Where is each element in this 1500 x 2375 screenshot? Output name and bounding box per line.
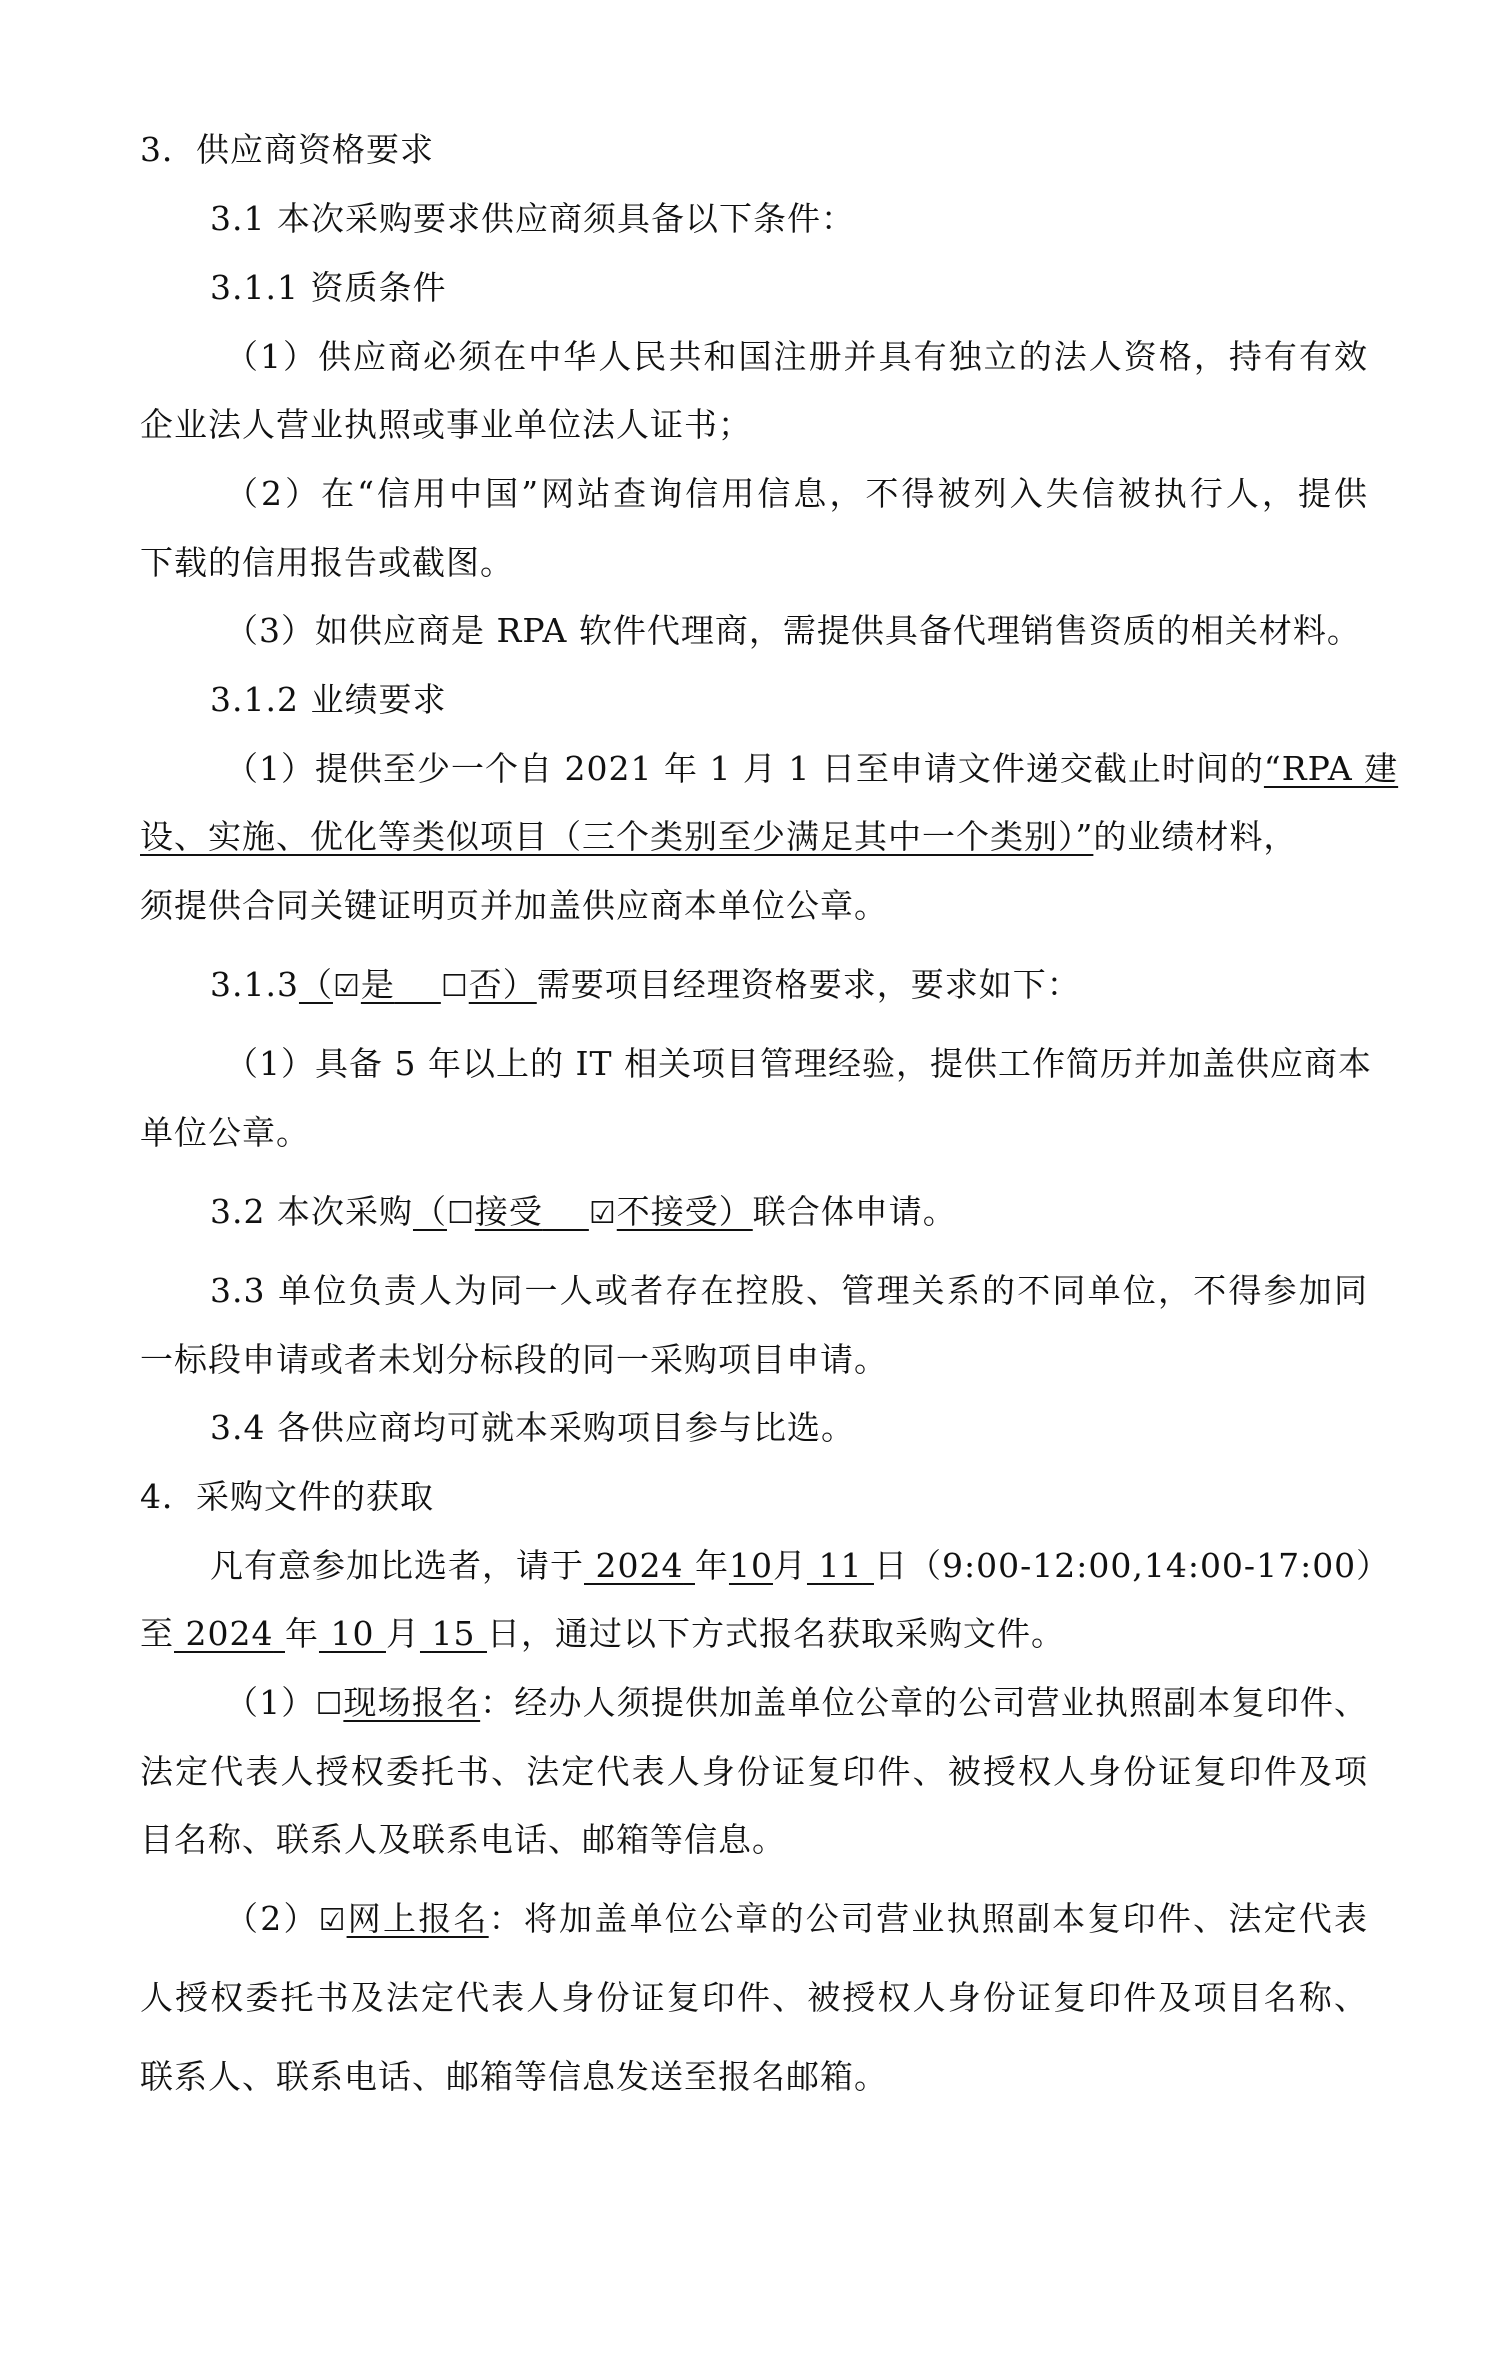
performance-item-1-underlined-end: 设、实施、优化等类似项目（三个类别至少满足其中一个类别）”	[140, 817, 1094, 856]
checkbox-unchecked-icon[interactable]: ☐	[315, 1687, 344, 1722]
pm-requirement-options	[299, 965, 537, 1004]
start-month: 10	[728, 1546, 773, 1585]
month-label: 月	[772, 1546, 807, 1585]
checkbox-unchecked-icon[interactable]: ☐	[446, 1196, 475, 1231]
onsite-registration-line-1	[225, 1681, 1368, 1727]
qualification-item-1-line-1: （1）供应商必须在中华人民共和国注册并具有独立的法人资格，持有有效	[225, 337, 1368, 376]
start-day-value: 11	[818, 1546, 863, 1585]
online-option	[319, 1899, 489, 1938]
qualification-item-3: （3）如供应商是 RPA 软件代理商，需提供具备代理销售资质的相关材料。	[225, 611, 1361, 650]
onsite-label: 现场报名	[343, 1683, 481, 1722]
section-3-1-1-heading: 3.1.1 资质条件	[210, 268, 447, 307]
intro-text: 凡有意参加比选者，请于	[210, 1546, 584, 1585]
onsite-option	[315, 1683, 480, 1722]
performance-item-1-suffix: 的业绩材料，	[1093, 817, 1298, 856]
section-3-3-line-1: 3.3 单位负责人为同一人或者存在控股、管理关系的不同单位，不得参加同	[210, 1271, 1368, 1310]
section-3-4: 3.4 各供应商均可就本采购项目参与比选。	[210, 1408, 855, 1447]
checkbox-unchecked-icon[interactable]: ☐	[440, 969, 469, 1004]
year-label: 年	[694, 1546, 729, 1585]
to-label: 至	[140, 1614, 174, 1653]
section-3-heading: 3．供应商资格要求	[140, 130, 434, 169]
end-suffix: 日，通过以下方式报名获取采购文件。	[486, 1614, 1065, 1653]
checkbox-checked-icon[interactable]: ☑	[588, 1196, 617, 1231]
section-3-1-3-number: 3.1.3	[210, 965, 299, 1004]
section-4-heading: 4．采购文件的获取	[140, 1477, 434, 1516]
online-label: 网上报名	[346, 1899, 489, 1938]
option-accept-label: 接受	[474, 1192, 543, 1231]
qualification-item-1-line-2: 企业法人营业执照或事业单位法人证书；	[140, 405, 752, 444]
performance-item-1-prefix: （1）提供至少一个自 2021 年 1 月 1 日至申请文件递交截止时间的	[225, 749, 1264, 788]
day-label: 日	[873, 1546, 908, 1585]
end-day	[420, 1614, 487, 1653]
open-paren: （	[412, 1192, 447, 1231]
open-paren: （	[298, 965, 333, 1004]
onsite-number: （1）	[225, 1683, 316, 1722]
pm-item-1-line-1: （1）具备 5 年以上的 IT 相关项目管理经验，提供工作简历并加盖供应商本	[225, 1044, 1372, 1083]
month-label: 月	[385, 1614, 420, 1653]
online-number: （2）	[225, 1899, 319, 1938]
section-3-3-line-2: 一标段申请或者未划分标段的同一采购项目申请。	[140, 1340, 888, 1379]
section-3-2-prefix: 3.2 本次采购	[210, 1192, 413, 1231]
section-3-2	[210, 1190, 1368, 1236]
section-3-1-3	[210, 963, 1368, 1009]
performance-item-1-underlined-start: “RPA 建	[1263, 749, 1399, 788]
start-year-value: 2024	[595, 1546, 684, 1585]
end-day-value: 15	[431, 1614, 476, 1653]
section-3-1-3-text: 需要项目经理资格要求，要求如下：	[536, 965, 1081, 1004]
online-registration-line-2: 人授权委托书及法定代表人身份证复印件、被授权人身份证复印件及项目名称、	[140, 1978, 1368, 2017]
qualification-item-2-line-1: （2）在“信用中国”网站查询信用信息，不得被列入失信被执行人，提供	[225, 474, 1368, 513]
onsite-registration-line-3: 目名称、联系人及联系电话、邮箱等信息。	[140, 1820, 786, 1859]
performance-item-1-line-2	[140, 815, 1368, 859]
option-yes-label: 是	[360, 965, 395, 1004]
end-year-value: 2024	[185, 1614, 274, 1653]
end-month	[319, 1614, 386, 1653]
start-day	[807, 1546, 874, 1585]
end-year	[174, 1614, 285, 1653]
pm-item-1-line-2: 单位公章。	[140, 1113, 310, 1152]
start-year	[584, 1546, 695, 1585]
performance-item-1-line-1	[225, 747, 1399, 791]
onsite-text: ：经办人须提供加盖单位公章的公司营业执照副本复印件、	[480, 1683, 1369, 1722]
section-3-1-2-heading: 3.1.2 业绩要求	[210, 680, 447, 719]
section-3-2-suffix: 联合体申请。	[752, 1192, 957, 1231]
consortium-options	[413, 1192, 753, 1231]
checkbox-checked-icon[interactable]: ☑	[318, 1903, 347, 1938]
onsite-registration-line-2: 法定代表人授权委托书、法定代表人身份证复印件、被授权人身份证复印件及项	[140, 1752, 1368, 1791]
year-label: 年	[284, 1614, 319, 1653]
registration-period-line-2	[140, 1612, 1368, 1656]
section-3-1: 3.1 本次采购要求供应商须具备以下条件：	[210, 199, 855, 238]
business-hours: （9:00-12:00,14:00-17:00）	[907, 1546, 1391, 1585]
online-text: ：将加盖单位公章的公司营业执照副本复印件、法定代表	[488, 1899, 1369, 1938]
option-reject-label: 不接受）	[616, 1192, 753, 1231]
online-registration-line-1	[225, 1897, 1368, 1943]
end-month-value: 10	[330, 1614, 375, 1653]
checkbox-checked-icon[interactable]: ☑	[332, 969, 361, 1004]
registration-period-line-1	[210, 1544, 1391, 1588]
performance-item-1-line-3: 须提供合同关键证明页并加盖供应商本单位公章。	[140, 886, 888, 925]
option-no-label: 否）	[468, 965, 537, 1004]
qualification-item-2-line-2: 下载的信用报告或截图。	[140, 543, 514, 582]
online-registration-line-3: 联系人、联系电话、邮箱等信息发送至报名邮箱。	[140, 2057, 888, 2096]
